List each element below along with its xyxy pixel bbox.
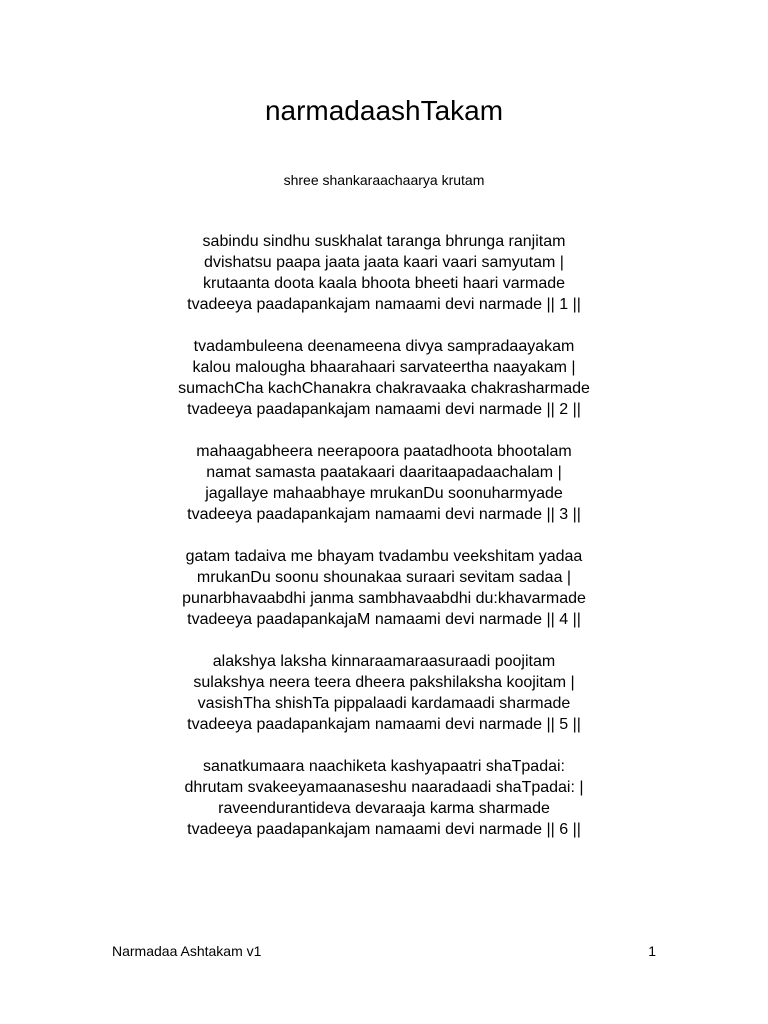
verse-4 <box>0 546 768 630</box>
verse-line: kalou malougha bhaarahaari sarvateertha naayakam | <box>192 359 576 376</box>
page-title: narmadaashTakam <box>264 95 504 126</box>
verse-3 <box>0 441 768 525</box>
verse-line: raveendurantideva devaraaja karma sharmade <box>218 800 550 817</box>
verse-line: sumachCha kachChanakra chakravaaka chakrasharmade <box>178 380 590 397</box>
verse-line: tvadeeya paadapankajaM namaami devi narmade || 4 || <box>187 611 581 628</box>
verse-line: krutaanta doota kaala bhoota bheeti haari varmade <box>202 275 566 292</box>
verse-line: dvishatsu paapa jaata jaata kaari vaari samyutam | <box>204 254 564 271</box>
verse-line: punarbhavaabdhi janma sambhavaabdhi du:khavarmade <box>182 590 586 607</box>
verse-line: gatam tadaiva me bhayam tvadambu veekshitam yadaa <box>185 548 583 565</box>
verse-line: tvadeeya paadapankajam namaami devi narmade || 5 || <box>187 716 581 733</box>
footer-page-number: 1 <box>648 943 656 959</box>
verse-line: vasishTha shishTa pippalaadi kardamaadi sharmade <box>197 695 571 712</box>
verse-line: dhrutam svakeeyamaanaseshu naaradaadi shaTpadai: | <box>184 779 584 796</box>
verse-line: sanatkumaara naachiketa kashyapaatri shaTpadai: <box>203 758 565 775</box>
verse-line: tvadeeya paadapankajam namaami devi narmade || 2 || <box>187 401 581 418</box>
verse-line: tvadeeya paadapankajam namaami devi narmade || 6 || <box>187 821 581 838</box>
verse-line: mahaagabheera neerapoora paatadhoota bhootalam <box>196 443 572 460</box>
verse-list <box>0 231 768 861</box>
verse-5 <box>0 651 768 735</box>
verse-line: namat samasta paatakaari daaritaapadaachalam | <box>206 464 562 481</box>
verse-line: tvadeeya paadapankajam namaami devi narmade || 1 || <box>187 296 581 313</box>
verse-6 <box>0 756 768 840</box>
verse-line: tvadambuleena deenameena divya sampradaayakam <box>193 338 575 355</box>
verse-line: sabindu sindhu suskhalat taranga bhrunga ranjitam <box>202 233 566 250</box>
verse-2 <box>0 336 768 420</box>
verse-line: sulakshya neera teera dheera pakshilaksha koojitam | <box>193 674 575 691</box>
verse-line: mrukanDu soonu shounakaa suraari sevitam sadaa | <box>196 569 572 586</box>
footer-document-name: Narmadaa Ashtakam v1 <box>112 943 262 959</box>
verse-line: tvadeeya paadapankajam namaami devi narmade || 3 || <box>187 506 581 523</box>
page-footer <box>112 942 656 962</box>
page-subtitle: shree shankaraachaarya krutam <box>283 172 485 188</box>
verse-line: jagallaye mahaabhaye mrukanDu soonuharmyade <box>205 485 563 502</box>
verse-line: alakshya laksha kinnaraamaraasuraadi poojitam <box>212 653 556 670</box>
verse-1 <box>0 231 768 315</box>
